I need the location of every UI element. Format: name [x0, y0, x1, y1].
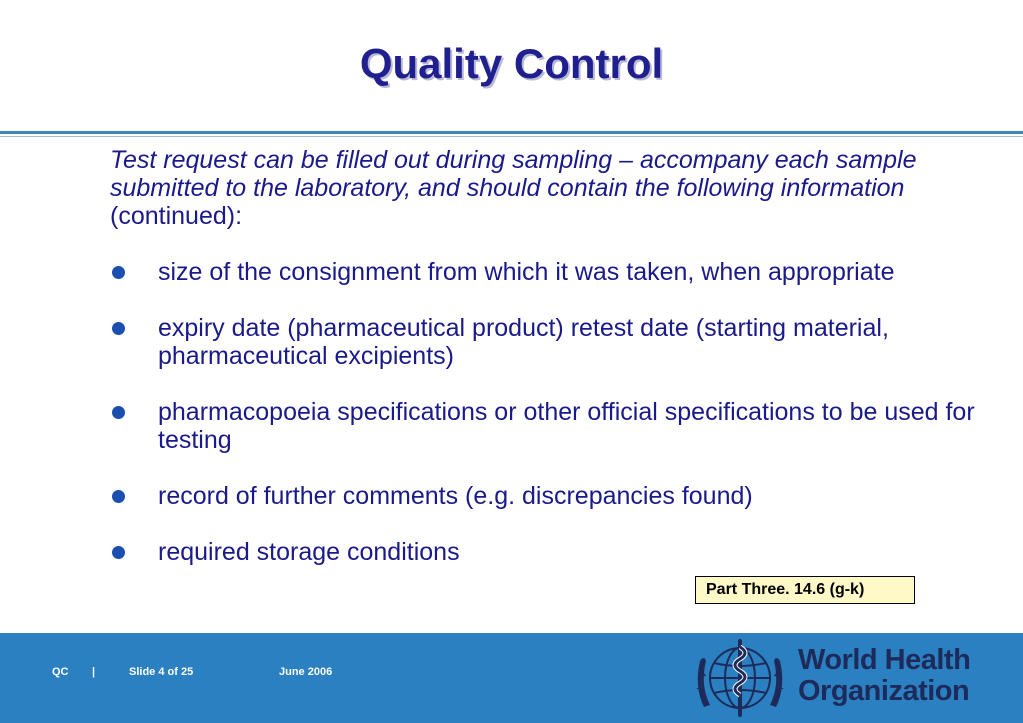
footer-date: June 2006 — [279, 666, 333, 678]
bullet-dot-icon — [112, 322, 125, 335]
bullet-dot-icon — [112, 266, 125, 279]
intro-italic-text: Test request can be filled out during sampling – accompany each sample submitted to the laboratory, and should contain the following information — [110, 146, 917, 202]
slide-title: Quality Control — [359, 40, 664, 87]
bullet-text: record of further comments (e.g. discrepancies found) — [158, 482, 753, 510]
reference-box: Part Three. 14.6 (g-k) — [695, 576, 915, 604]
footer-slide-number: Slide 4 of 25 — [129, 666, 194, 678]
bullet-dot-icon — [112, 490, 125, 503]
footer-separator: | — [92, 666, 96, 678]
bullet-text: pharmacopoeia specifications or other official specifications to be used for testing — [158, 398, 975, 454]
who-logo-text — [798, 645, 970, 707]
footer-qc-label: QC — [52, 666, 69, 678]
bullet-text: expiry date (pharmaceutical product) retest date (starting material, pharmaceutical excipients) — [158, 314, 889, 370]
title-divider — [0, 131, 1023, 134]
bullet-dot-icon — [112, 546, 125, 559]
bullet-dot-icon — [112, 406, 125, 419]
bullet-text: size of the consignment from which it was taken, when appropriate — [158, 258, 895, 286]
title-divider-thin — [0, 136, 1023, 137]
who-logo-line2: Organization — [798, 675, 970, 707]
intro-normal-text: (continued): — [110, 202, 243, 230]
bullet-item — [110, 314, 990, 370]
bullet-text: required storage conditions — [158, 538, 460, 566]
bullet-list — [110, 258, 990, 566]
who-logo-line1: World Health — [798, 644, 971, 676]
bullet-item — [110, 482, 990, 510]
who-emblem-icon — [690, 637, 790, 719]
intro-paragraph — [110, 146, 990, 230]
bullet-item — [110, 398, 990, 454]
bullet-item — [110, 538, 990, 566]
bullet-item — [110, 258, 990, 286]
